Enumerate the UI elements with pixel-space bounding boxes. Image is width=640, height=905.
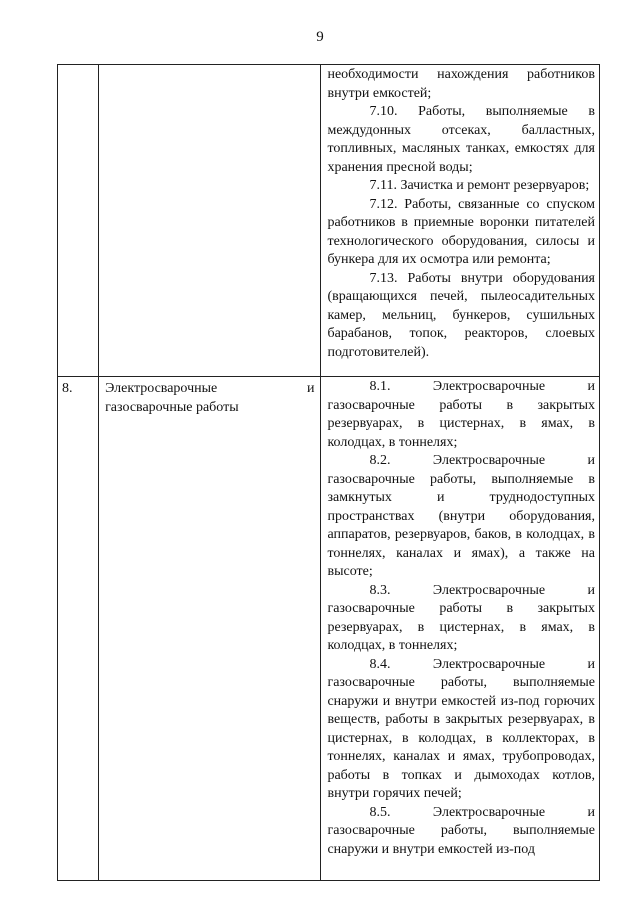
page-number: 9 — [316, 29, 324, 45]
work-type-cell — [99, 65, 321, 377]
description-paragraph: 8.2. Электросварочные и газосварочные работы, выполняемые в замкнутых и труднодоступных пространствах (внутри оборудования, аппаратов, резервуаров, баков, в колодцах, в тоннелях, каналах и ямах), а также на высоте; — [327, 453, 595, 579]
description-paragraph: 7.12. Работы, связанные со спуском работников в приемные воронки питателей технологического оборудования, силосы и бункера для их осмотра или ремонта; — [327, 196, 595, 267]
description-paragraph: 8.3. Электросварочные и газосварочные работы в закрытых резервуарах, в цистернах, в ямах, в колодцах, в тоннелях; — [327, 582, 595, 653]
description-paragraph: 7.13. Работы внутри оборудования (вращающихся печей, пылеосадительных камер, мельниц, бункеров, сушильных барабанов, топок, реакторов, слоевых подготовителей). — [327, 270, 595, 360]
description-paragraph: 7.10. Работы, выполняемые в междудонных отсеках, балластных, топливных, масляных танках, емкостях для хранения пресной воды; — [327, 104, 595, 175]
table-row — [58, 65, 600, 377]
work-description-cell — [321, 377, 600, 881]
description-paragraph: 8.4. Электросварочные и газосварочные работы, выполняемые снаружи и внутри емкостей из-под горючих веществ, работы в закрытых резервуарах, в цистернах, в колодцах, в коллекторах, в тоннелях, каналах и ямах, трубопроводах, работы в топках и дымоходах котлов, внутри горячих печей; — [327, 656, 595, 801]
work-description-cell — [321, 65, 600, 377]
work-type-line: газосварочные работы — [105, 399, 239, 415]
description-paragraph: 8.1. Электросварочные и газосварочные работы в закрытых резервуарах, в цистернах, в ямах, в колодцах, в тоннелях; — [327, 379, 595, 450]
row-number-cell — [58, 65, 99, 377]
row-number-cell: 8. — [58, 377, 99, 881]
table-row — [58, 377, 600, 881]
work-type-line: Электросварочные и — [105, 381, 315, 396]
description-paragraph: 8.5. Электросварочные и газосварочные работы, выполняемые снаружи и внутри емкостей из-под — [327, 804, 595, 857]
description-paragraph: необходимости нахождения работников внутри емкостей; — [327, 67, 595, 101]
document-table — [57, 64, 600, 881]
description-paragraph: 7.11. Зачистка и ремонт резервуаров; — [369, 178, 590, 193]
work-type-cell — [99, 377, 321, 881]
